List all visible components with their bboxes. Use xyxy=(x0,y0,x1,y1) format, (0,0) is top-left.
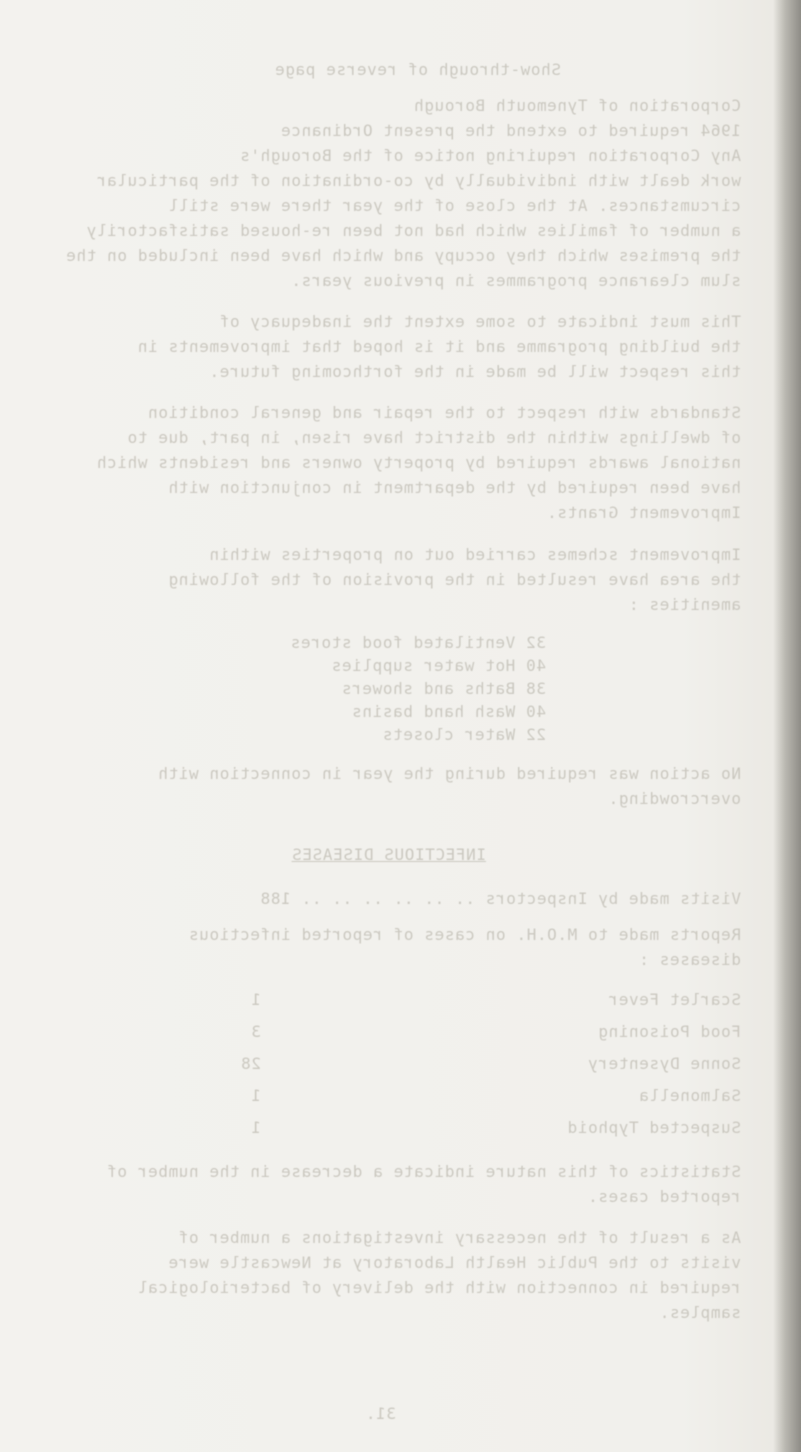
text-line: Statistics of this nature indicate a decrease in the number of xyxy=(106,1162,741,1181)
text-line: No action was required during the year in connection with xyxy=(157,764,741,783)
text-line: Improvement Grants. xyxy=(546,503,741,522)
text-line: the area have resulted in the provision of the following xyxy=(167,570,741,589)
text-line: required in connection with the delivery of bacteriological xyxy=(137,1278,741,1297)
page-edge-shadow xyxy=(773,0,801,1452)
text-line: circumstances. At the close of the year there were still xyxy=(167,196,741,215)
text-line: Corporation of Tynemouth Borough xyxy=(413,96,741,115)
amenity-item: 38 Baths and showers xyxy=(341,679,546,698)
text-line: Standards with respect to the repair and general condition xyxy=(147,403,741,422)
text-line: slum clearance programmes in previous years. xyxy=(290,271,741,290)
text-line: Visits made by Inspectors .. .. .. .. .. .. 188 xyxy=(260,889,741,908)
disease-row-label: Sonne Dysentery xyxy=(587,1054,741,1073)
text-line: 1964 required to extend the present Ordinance xyxy=(280,121,741,140)
disease-row-value: 28 xyxy=(240,1054,261,1073)
text-line: the premises which they occupy and which have been included on the xyxy=(65,246,741,265)
text-line: reported cases. xyxy=(587,1187,741,1206)
text-line: amenities : xyxy=(628,595,741,614)
text-line: diseases : xyxy=(638,950,741,969)
section-heading: INFECTIOUS DISEASES xyxy=(291,845,486,864)
text-line: overcrowding. xyxy=(607,789,741,808)
disease-row-value: 1 xyxy=(250,990,261,1009)
disease-row-label: Suspected Typhoid xyxy=(567,1118,741,1137)
text-line: Any Corporation requiring notice of the Borough's xyxy=(239,146,741,165)
text-line: Reports made to M.O.H. on cases of reported infectious xyxy=(188,925,741,944)
disease-row-value: 1 xyxy=(250,1086,261,1105)
disease-row-value: 3 xyxy=(250,1022,261,1041)
amenity-item: 22 Water closets xyxy=(382,725,546,744)
text-line: national awards required by property owners and residents which xyxy=(96,453,741,472)
disease-row-label: Food Poisoning xyxy=(597,1022,741,1041)
amenity-item: 32 Ventilated food stores xyxy=(290,633,546,652)
amenity-item: 40 Wash hand basins xyxy=(351,702,546,721)
disease-row-label: Salmonella xyxy=(638,1086,741,1105)
text-line: As a result of the necessary investigations a number of xyxy=(178,1228,741,1247)
disease-row-label: Scarlet Fever xyxy=(607,990,741,1009)
text-line: Improvement schemes carried out on properties within xyxy=(208,545,741,564)
page-number: 31. xyxy=(365,1404,396,1423)
text-line: of dwellings within the district have risen, in part, due to xyxy=(127,428,741,447)
text-line: have been required by the department in conjunction with xyxy=(167,478,741,497)
document-title: Show-through of reverse page xyxy=(274,60,561,79)
amenity-item: 40 Hot water supplies xyxy=(331,656,546,675)
text-line: work dealt with individually by co-ordination of the particular xyxy=(96,171,741,190)
text-line: a number of families which had not been re-housed satisfactorily xyxy=(86,221,741,240)
text-line: This must indicate to some extent the inadequacy of xyxy=(219,312,741,331)
disease-row-value: 1 xyxy=(250,1118,261,1137)
text-line: visits to the Public Health Laboratory at Newcastle were xyxy=(167,1253,741,1272)
text-line: the building programme and it is hoped that improvements in xyxy=(137,337,741,356)
text-line: samples. xyxy=(659,1303,741,1322)
text-line: this respect will be made in the forthcoming future. xyxy=(208,362,741,381)
